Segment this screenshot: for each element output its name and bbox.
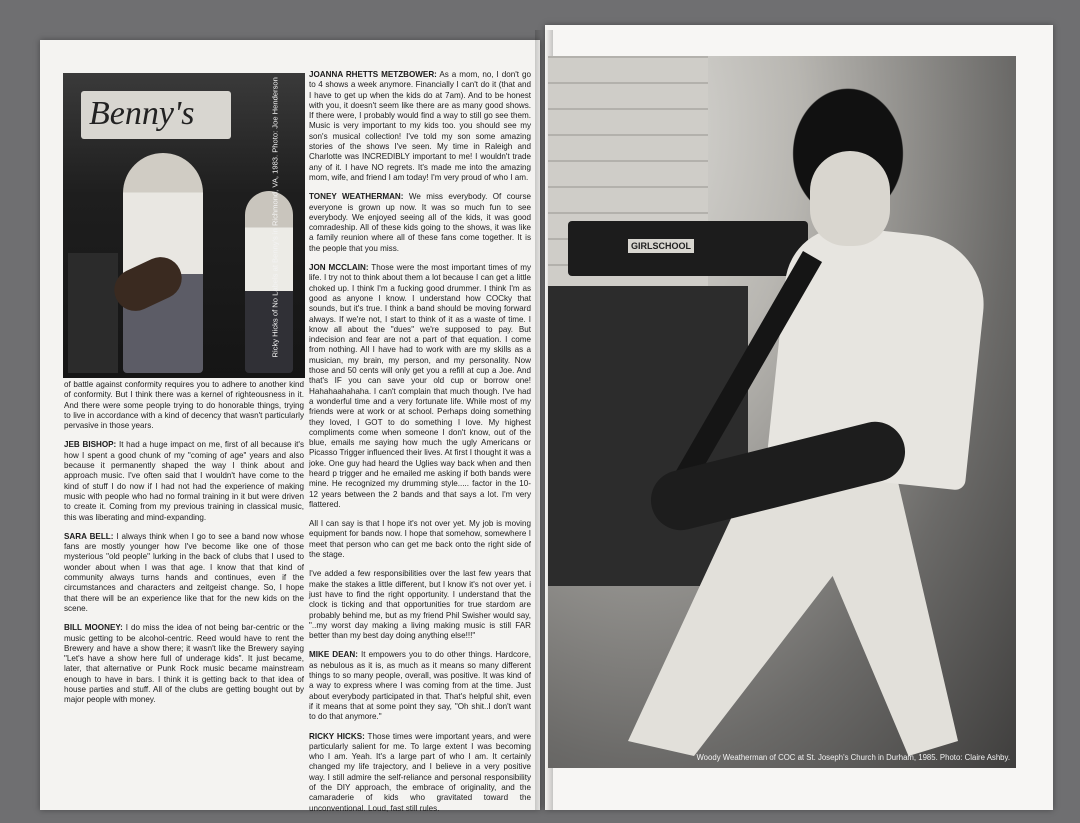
amp-head (568, 221, 808, 276)
entry-text: Those were the most important times of my life. I try not to think about them a lot because I can get a little choked up. I think I'm a fucking good drummer. I think I'm as good as anyone I know. I understand how COCky that sounds, but it's true. I think a band should be moving forward always. If we're not, I start to think of it as a waste of time. I know all about the "dues" we're supposed to pay. But indecision and fear are not a part of that equation. I come from nothing. All I have had to work with are my skills as a musician, my brain, my person, and my personality. Now those and 50 cents will only get you a refill at cup a Joe. And that's IF you can save your old cup or borrow one! Hahahaahahaha. I can't complain that much though. I've had a wonderful time and a very fortunate life. While most of my friends were at work or at school. Perhaps doing something they loved, I GOT to do something I love. My highest compliments come when someone I don't know, out of the blue, emails me saying how much the ugly Americans or Picasso Trigger influenced their lives. At first I thought it was a joke. One guy had heard the Uglies way back when and then heard p trigger and he emailed me asking if both bands were mine. He recognized my drumming style..... factor in the 10-12 years between the 2 bands and that says a lot. I'm very flattered. (309, 263, 531, 509)
amp-badge: GIRLSCHOOL (628, 239, 694, 253)
entry-paragraph (309, 732, 531, 814)
bandmate-figure (245, 191, 293, 373)
left-text-column (64, 380, 304, 715)
intro-paragraph: of battle against conformity requires you to adhere to another kind of conformity. But I think there was a kernel of righteousness in it. And there were some people trying to do honorable things, trying to live in accordance with a kind of decency that wasn't particularly pervasive in those years. (64, 380, 304, 431)
entry-paragraph (64, 532, 304, 614)
entry-paragraph (309, 650, 531, 722)
entry-text: Those times were important years, and were particularly salient for me. To large extent I was becoming who I am. Yeah. It's a large part of who I am. It certainly changed my life trajectory, and I believe in a very positive way. I still admire the self-reliance and personal responsibility of the DIY approach, the embrace of originality, and the camaraderie of kids who gravitated toward the unconventional. Loud, fast still rules. (309, 731, 531, 813)
entry-paragraph (309, 263, 531, 510)
entry-text: As a mom, no, I don't go to 4 shows a week anymore. Financially I can't do it (that and I have to get up when the kids do at 7am). And to be honest with you, it doesn't seem like there are as many good shows. If there were, I probably would find a way to still go see them. Music is very important to my kids too. you should see my son's musical collection! I've told my son some amazing stories of the shows I've seen. My time in Raleigh and Charlotte was INCREDIBLY important to me! I wouldn't trade any of it. I have NO regrets. It's made me into the amazing mom, wife, and friend I am today! I'm very proud of who I am. (309, 70, 531, 182)
left-photo (63, 73, 305, 378)
speaker-name: TONEY WEATHERMAN: (309, 192, 404, 202)
left-photo-credit: Ricky Hicks of No Labels at Benny's in Richmond, VA, 1983. Photo: Joe Henderson (270, 77, 280, 358)
entry-paragraph (309, 70, 531, 183)
speaker-name: RICKY HICKS: (309, 731, 365, 741)
entry-text: It empowers you to do other things. Hardcore, as nebulous as it is, as much as it means so many different things to so many people, overall, was positive. It was kind of a way to express where I was coming from at the time. Just about everybody participated in that. That's helpful shit, even if it means that at some point they say, "Oh shit..I don't want to do that anymore." (309, 650, 531, 722)
brick-wall (548, 56, 708, 316)
speaker-name: JEB BISHOP: (64, 440, 117, 450)
entry-paragraph (309, 519, 531, 560)
entry-paragraph (309, 569, 531, 641)
speaker-name: BILL MOONEY: (64, 623, 123, 633)
right-photo (548, 56, 1016, 768)
club-sign-text: Benny's (89, 95, 195, 132)
entry-text: It had a huge impact on me, first of all because it's how I spent a good chunk of my "coming of age" years and also because it permanently shaped the way I think about and approach music. I've often said that I wouldn't have come to the kind of stuff I do now if I had not had the experience of making music with people who had no formal training in it but were driven to create it. Coming from my previous training in classical music, this was liberating and mind-expanding. (64, 440, 304, 522)
entry-text: All I can say is that I hope it's not over yet. My job is moving equipment for bands now. I hope that somehow, somewhere I meet that person who can get me back onto the right side of the stage. (309, 519, 531, 560)
entry-text: We miss everybody. Of course everyone is grown up now. It was so much fun to see everybody. We enjoyed seeing all of the kids, it was good comradeship. All of these kids going to the shows, it was like a family reunion where all of these fans come together. It is the people that you miss. (309, 192, 532, 253)
middle-text-column (309, 70, 531, 823)
speaker-name: SARA BELL: (64, 531, 114, 541)
right-photo-caption: Woody Weatherman of COC at St. Joseph's Church in Durham, 1985. Photo: Claire Ashby. (696, 753, 1010, 762)
entry-paragraph (64, 440, 304, 522)
entry-text: I do miss the idea of not being bar-centric or the music getting to be alcohol-centric. Reed would have to rent the Brewery and have a show there; it wasn't like the Brewery saying "Let's have a show here full of underage kids". It just became, later, that alternative or Punk Rock music became mainstream enough to have in bars. I think it is getting back to that idea of house parties and stuff. All of the clubs are getting bought out by major people with money. (64, 623, 305, 705)
speaker-name: MIKE DEAN: (309, 650, 358, 660)
entry-text: I've added a few responsibilities over the last few years that make the stakes a little different, but I know it's not over yet. i just have to find the right opportunity. I understand that the clock is ticking and that opportunities for true stardom are probably behind me, but as my friend Phil Swisher would say, "..my worst day making a living making music is still FAR better than my best day doing anything else!!!" (309, 569, 531, 641)
entry-paragraph (64, 623, 304, 705)
entry-paragraph (309, 192, 531, 254)
amplifier (68, 253, 118, 373)
guitarist-face (810, 151, 890, 246)
speaker-name: JON MCCLAIN: (309, 263, 369, 273)
entry-text: I always think when I go to see a band now whose fans are mostly younger how I've become like one of those mysterious "old people" lurking in the back of clubs that I used to wonder about when I was that age. I know that that kind of community always turns hands and continues, even if the circumstances and characters and zeitgeist change. So, I hope that there will be an experience like that for the new kids on the scene. (64, 531, 304, 613)
club-sign (81, 91, 231, 139)
speaker-name: JOANNA RHETTS METZBOWER: (309, 70, 437, 79)
